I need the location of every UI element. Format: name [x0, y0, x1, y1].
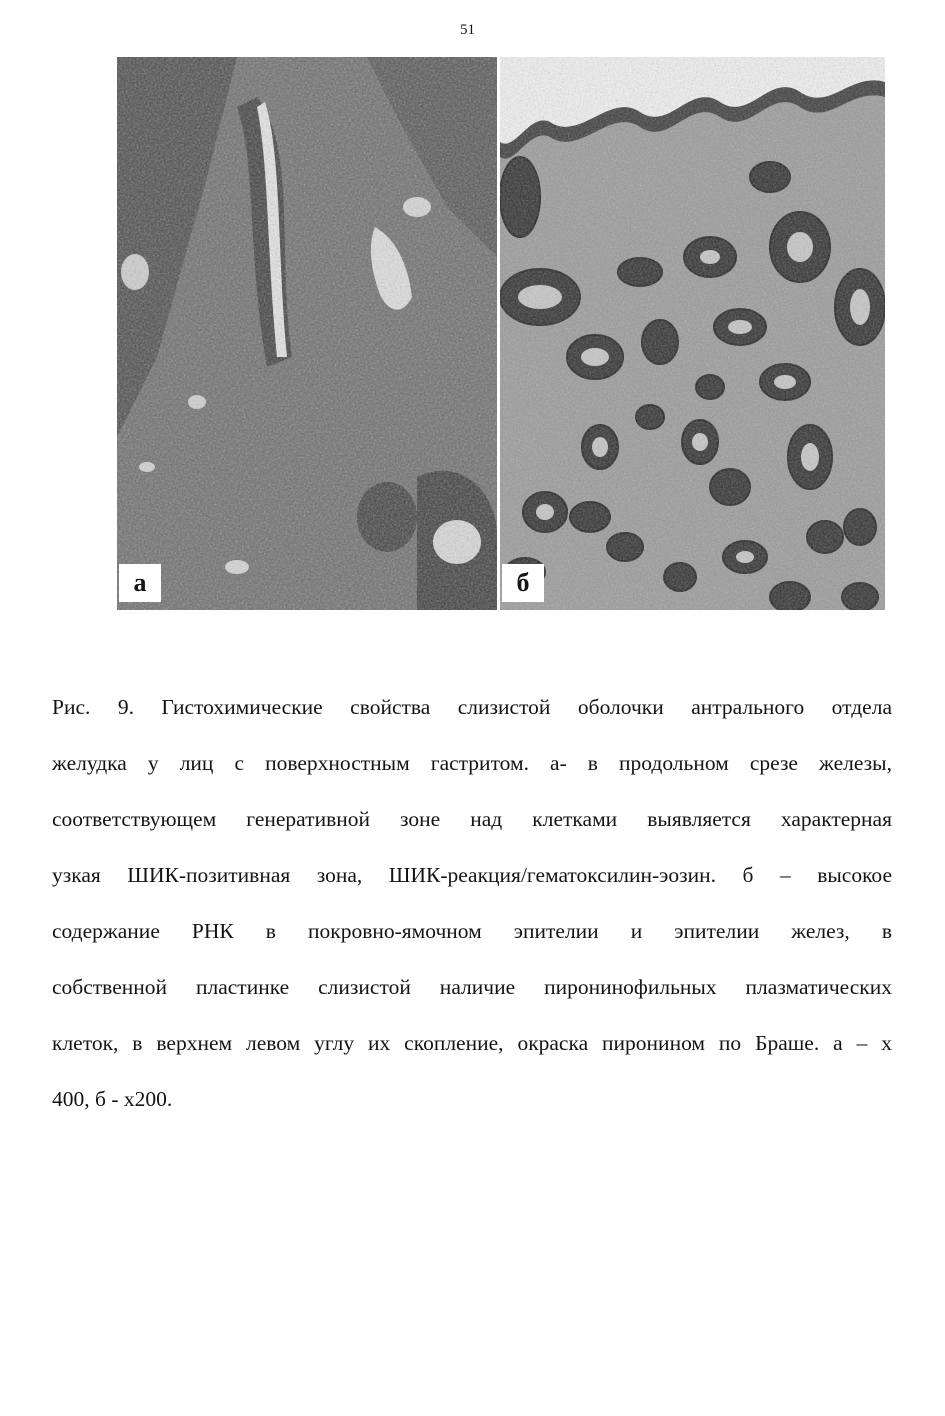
caption-line: Рис. 9. Гистохимические свойства слизистой оболочки антрального отдела: [52, 695, 892, 719]
caption-line: клеток, в верхнем левом углу их скопление, окраска пиронином по Браше. а – х: [52, 1031, 892, 1055]
micrograph-gland-cross-sections: [500, 57, 885, 610]
panel-letter-b: б: [502, 564, 544, 602]
figure: [117, 57, 885, 610]
page-number: 51: [460, 22, 475, 38]
panel-letter-a: а: [119, 564, 161, 602]
caption-line: узкая ШИК-позитивная зона, ШИК-реакция/гематоксилин-эозин. б – высокое: [52, 863, 892, 887]
caption-line: содержание РНК в покровно-ямочном эпителии и эпителии желез, в: [52, 919, 892, 943]
caption-line: 400, б - х200.: [52, 1087, 173, 1111]
figure-panel-b: [500, 57, 885, 610]
caption-line: соответствующем генеративной зоне над клетками выявляется характерная: [52, 807, 892, 831]
caption-line: собственной пластинке слизистой наличие пиронинофильных плазматических: [52, 975, 892, 999]
figure-caption: [52, 679, 892, 1127]
caption-line: желудка у лиц с поверхностным гастритом. а- в продольном срезе железы,: [52, 751, 892, 775]
figure-panel-a: [117, 57, 497, 610]
micrograph-longitudinal-gland-section: [117, 57, 497, 610]
